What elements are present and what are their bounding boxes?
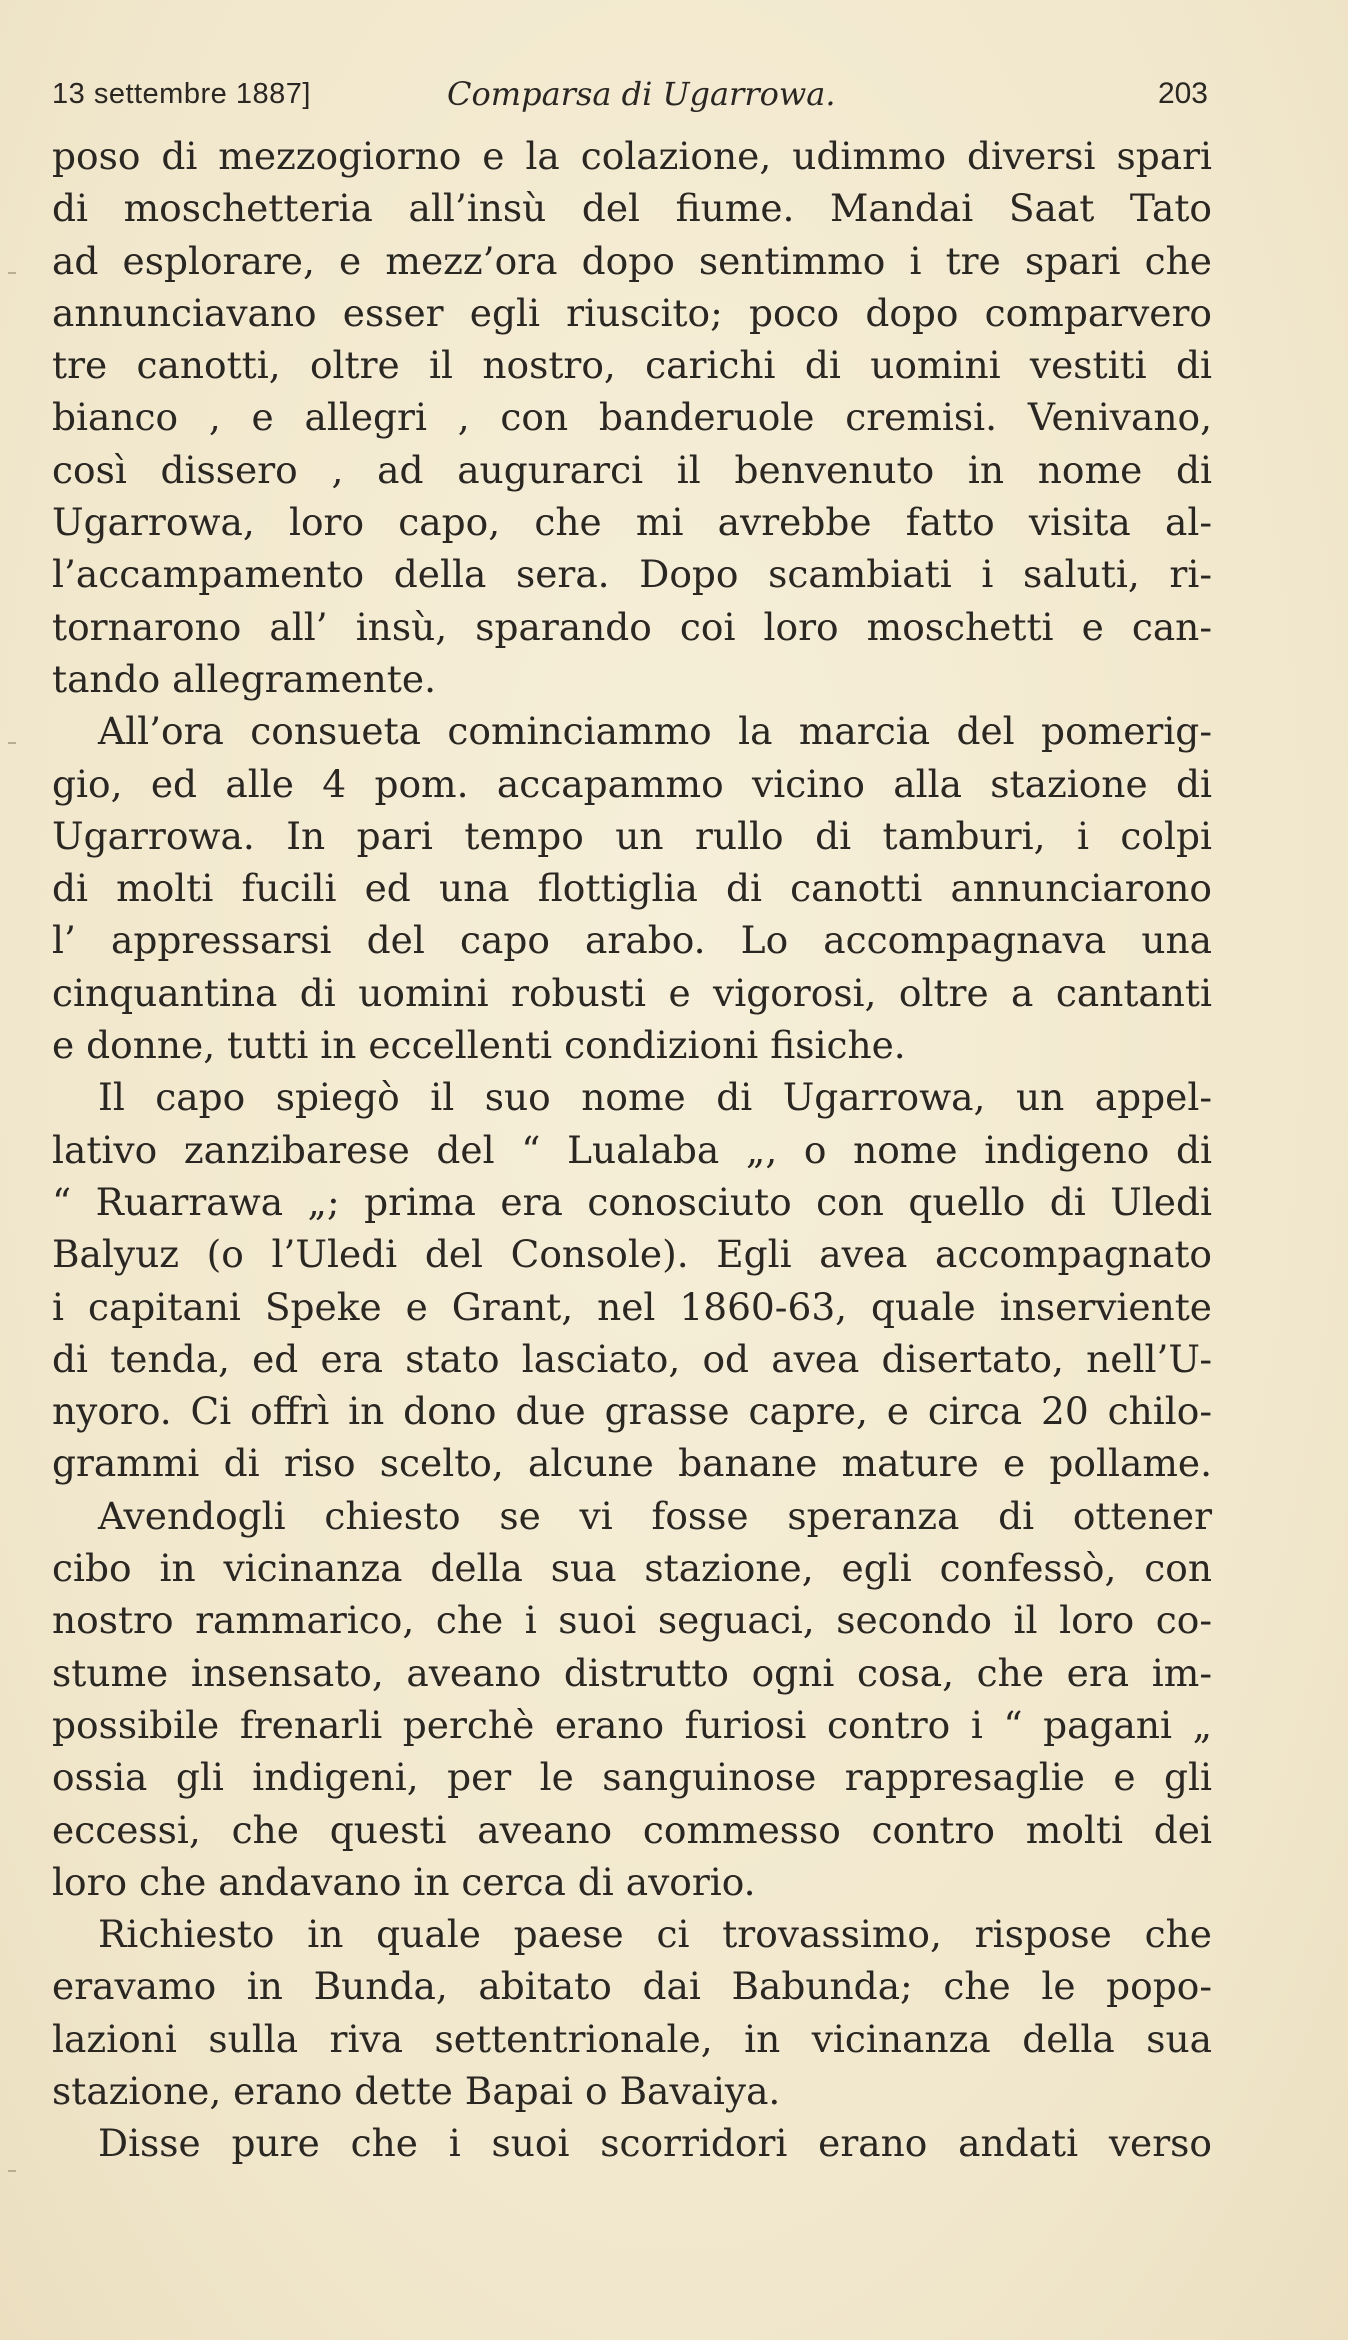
text-line: di tenda, ed era stato lasciato, od avea disertato, nell’U-	[52, 1336, 1212, 1381]
text-line: stazione, erano dette Bapai o Bavaiya.	[52, 2068, 781, 2113]
margin-mark	[8, 272, 16, 274]
text-line: poso di mezzogiorno e la colazione, udimmo diversi spari	[52, 134, 1212, 178]
text-line: nostro rammarico, che i suoi seguaci, secondo il loro co-	[52, 1598, 1212, 1643]
page-number: 203	[1157, 77, 1208, 110]
text-line: annunciavano esser egli riuscito; poco dopo comparvero	[52, 290, 1212, 335]
text-line: Balyuz (o l’Uledi del Console). Egli avea accompagnato	[52, 1232, 1212, 1277]
running-header	[52, 70, 1208, 118]
header-title: Comparsa di Ugarrowa.	[447, 75, 836, 113]
text-line: All’ora consueta cominciammo la marcia del pomerig-	[98, 709, 1212, 754]
text-line: loro che andavano in cerca di avorio.	[52, 1859, 756, 1904]
text-line: i capitani Speke e Grant, nel 1860-63, quale inserviente	[52, 1284, 1212, 1329]
text-line: Disse pure che i suoi scorridori erano andati verso	[98, 2121, 1212, 2166]
text-line: tando allegramente.	[52, 656, 436, 701]
text-line: lativo zanzibarese del “ Lualaba „, o nome indigeno di	[52, 1127, 1212, 1172]
margin-mark	[8, 742, 16, 744]
text-line: possibile frenarli perchè erano furiosi contro i “ pagani „	[52, 1702, 1212, 1747]
text-line: Avendogli chiesto se vi fosse speranza di ottener	[98, 1493, 1212, 1538]
text-line: bianco , e allegri , con banderuole cremisi. Venivano,	[52, 395, 1212, 440]
text-line: ad esplorare, e mezz’ora dopo sentimmo i tre spari che	[52, 238, 1212, 283]
text-line: nyoro. Ci offrì in dono due grasse capre, e circa 20 chilo-	[52, 1389, 1212, 1434]
text-line: Il capo spiegò il suo nome di Ugarrowa, un appel-	[98, 1075, 1212, 1120]
text-line: di moschetteria all’insù del fiume. Mandai Saat Tato	[52, 186, 1212, 231]
text-line: così dissero , ad augurarci il benvenuto in nome di	[52, 447, 1212, 492]
text-line: grammi di riso scelto, alcune banane mature e pollame.	[52, 1441, 1212, 1486]
text-line: tre canotti, oltre il nostro, carichi di uomini vestiti di	[52, 343, 1212, 388]
text-line: Ugarrowa. In pari tempo un rullo di tamburi, i colpi	[52, 813, 1212, 858]
text-line: lazioni sulla riva settentrionale, in vicinanza della sua	[52, 2016, 1212, 2061]
margin-mark	[8, 2170, 16, 2172]
text-line: “ Ruarrawa „; prima era conosciuto con quello di Uledi	[52, 1179, 1212, 1224]
text-line: cibo in vicinanza della sua stazione, egli confessò, con	[52, 1546, 1212, 1591]
text-line: di molti fucili ed una flottiglia di canotti annunciarono	[52, 866, 1212, 911]
text-line: l’accampamento della sera. Dopo scambiati i saluti, ri-	[52, 552, 1212, 597]
header-date: 13 settembre 1887]	[52, 78, 311, 110]
text-line: Ugarrowa, loro capo, che mi avrebbe fatto visita al-	[52, 500, 1212, 545]
body-text	[52, 130, 1212, 2170]
text-line: ossia gli indigeni, per le sanguinose rappresaglie e gli	[52, 1755, 1212, 1800]
text-line: tornarono all’ insù, sparando coi loro moschetti e can-	[52, 604, 1212, 649]
text-line: l’ appressarsi del capo arabo. Lo accompagnava una	[52, 918, 1212, 963]
text-line: Richiesto in quale paese ci trovassimo, rispose che	[98, 1912, 1212, 1957]
text-line: stume insensato, aveano distrutto ogni cosa, che era im-	[52, 1650, 1212, 1695]
text-line: gio, ed alle 4 pom. accapammo vicino alla stazione di	[52, 761, 1212, 806]
text-line: eccessi, che questi aveano commesso contro molti dei	[52, 1807, 1212, 1852]
text-line: e donne, tutti in eccellenti condizioni fisiche.	[52, 1023, 906, 1068]
text-line: cinquantina di uomini robusti e vigorosi, oltre a cantanti	[52, 970, 1212, 1015]
text-line: eravamo in Bunda, abitato dai Babunda; che le popo-	[52, 1964, 1212, 2009]
